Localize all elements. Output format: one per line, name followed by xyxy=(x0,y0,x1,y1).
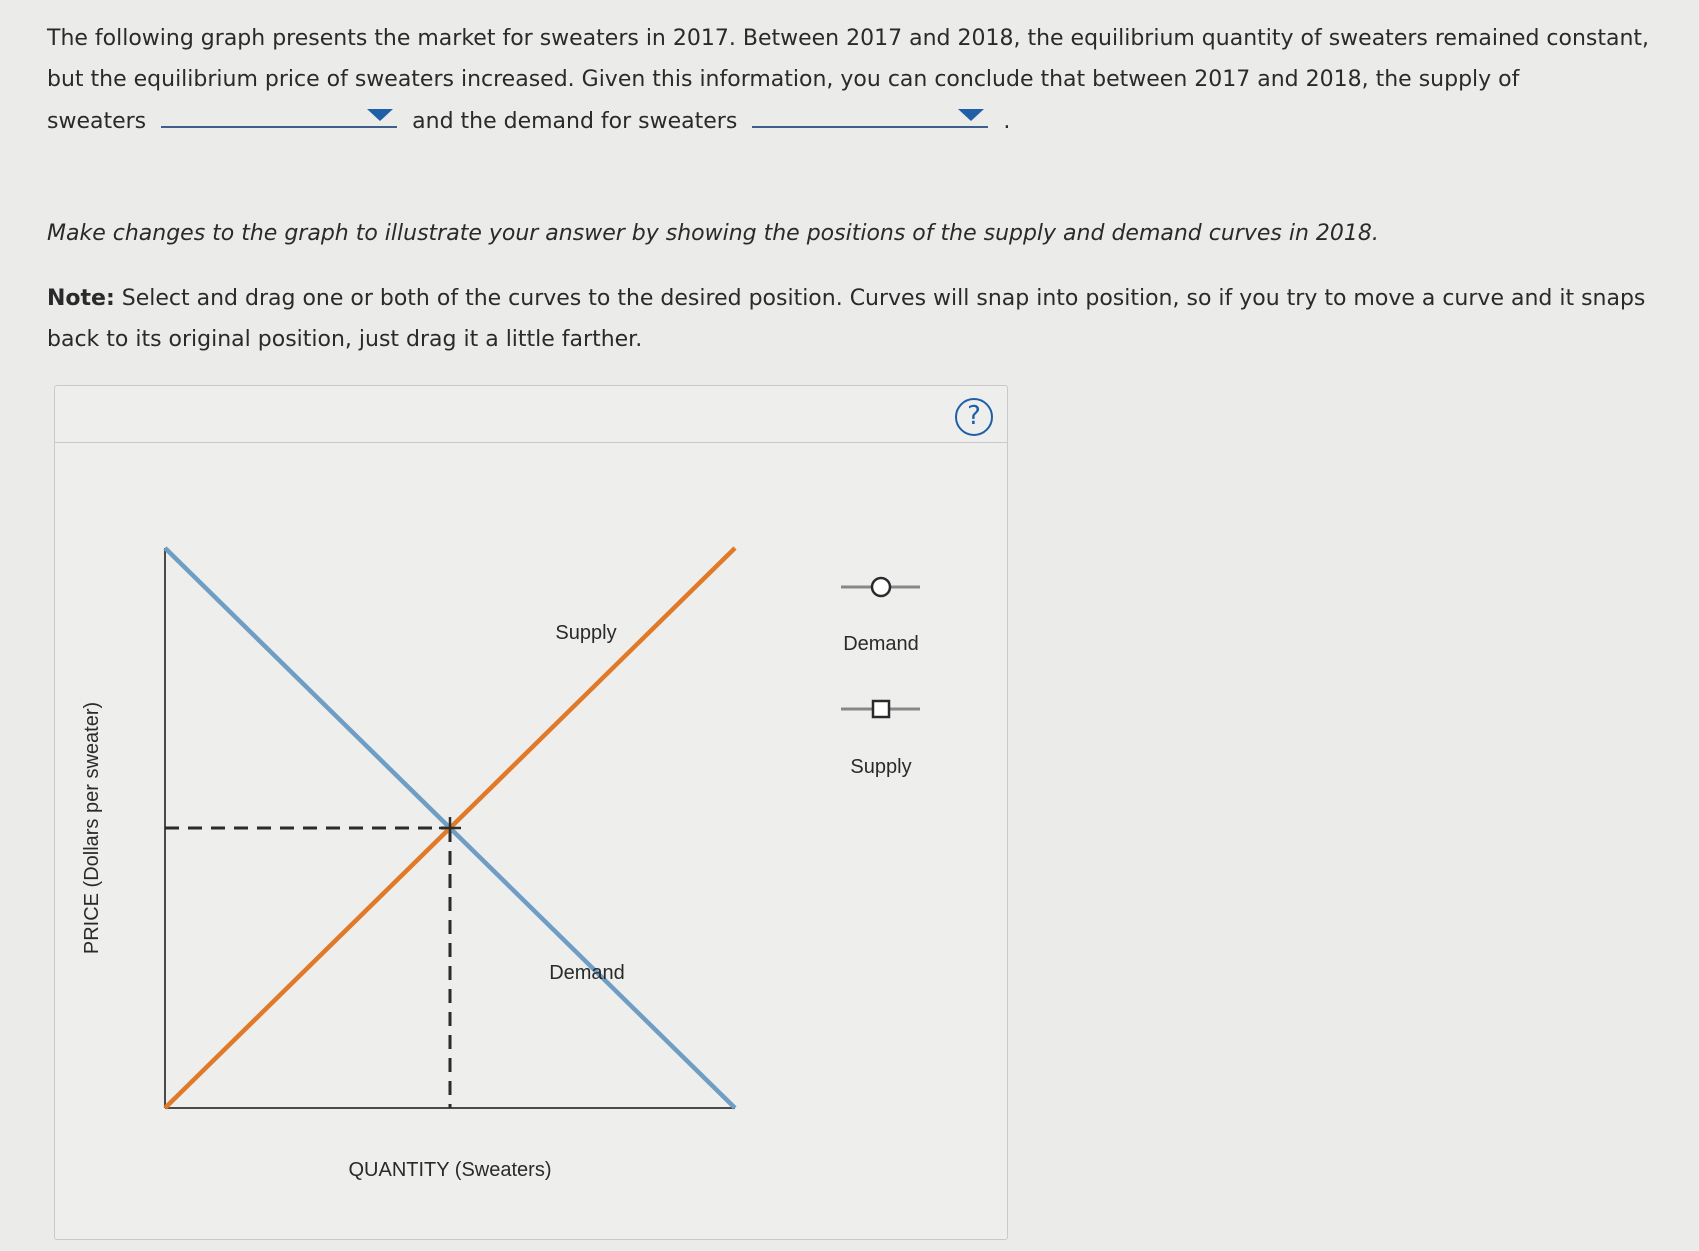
word-sweaters: sweaters xyxy=(47,109,147,134)
question-line1: The following graph presents the market for sweaters in 2017. Between 2017 and 2018, the equilibrium quantity of sweaters remained constant, but the equilibrium price of sweaters increased. Given this information, you can conclude that between 2017 and 2018, the supply of xyxy=(47,26,1650,92)
sentence-end: . xyxy=(1003,109,1011,134)
legend-demand-tool[interactable] xyxy=(841,578,920,596)
help-button[interactable]: ? xyxy=(955,398,993,436)
supply-change-dropdown[interactable] xyxy=(161,100,397,128)
question-text xyxy=(47,18,1677,142)
legend-supply-tool[interactable] xyxy=(841,701,920,717)
supply-demand-graph xyxy=(55,386,1009,1241)
supply-curve-label: Supply xyxy=(555,622,617,644)
demand-prompt-text: and the demand for sweaters xyxy=(412,109,738,134)
demand-change-dropdown[interactable] xyxy=(752,100,988,128)
y-axis-label: PRICE (Dollars per sweater) xyxy=(81,701,103,955)
legend-supply-label: Supply xyxy=(850,756,912,778)
chevron-down-icon xyxy=(958,109,984,121)
note-body: Select and drag one or both of the curves to the desired position. Curves will snap into position, so if you try to move a curve and it snaps back to its original position, just drag it a little farther. xyxy=(47,286,1646,352)
demand-curve-label: Demand xyxy=(549,962,625,984)
instruction-text: Make changes to the graph to illustrate your answer by showing the positions of the supply and demand curves in 2018. xyxy=(47,221,1379,246)
note-label: Note: xyxy=(47,286,115,311)
graph-panel xyxy=(54,385,1008,1240)
square-marker-icon xyxy=(873,701,889,717)
circle-marker-icon xyxy=(872,578,890,596)
chevron-down-icon xyxy=(367,109,393,121)
note-text xyxy=(47,278,1677,360)
x-axis-label: QUANTITY (Sweaters) xyxy=(348,1159,552,1181)
legend-demand-label: Demand xyxy=(843,633,919,655)
